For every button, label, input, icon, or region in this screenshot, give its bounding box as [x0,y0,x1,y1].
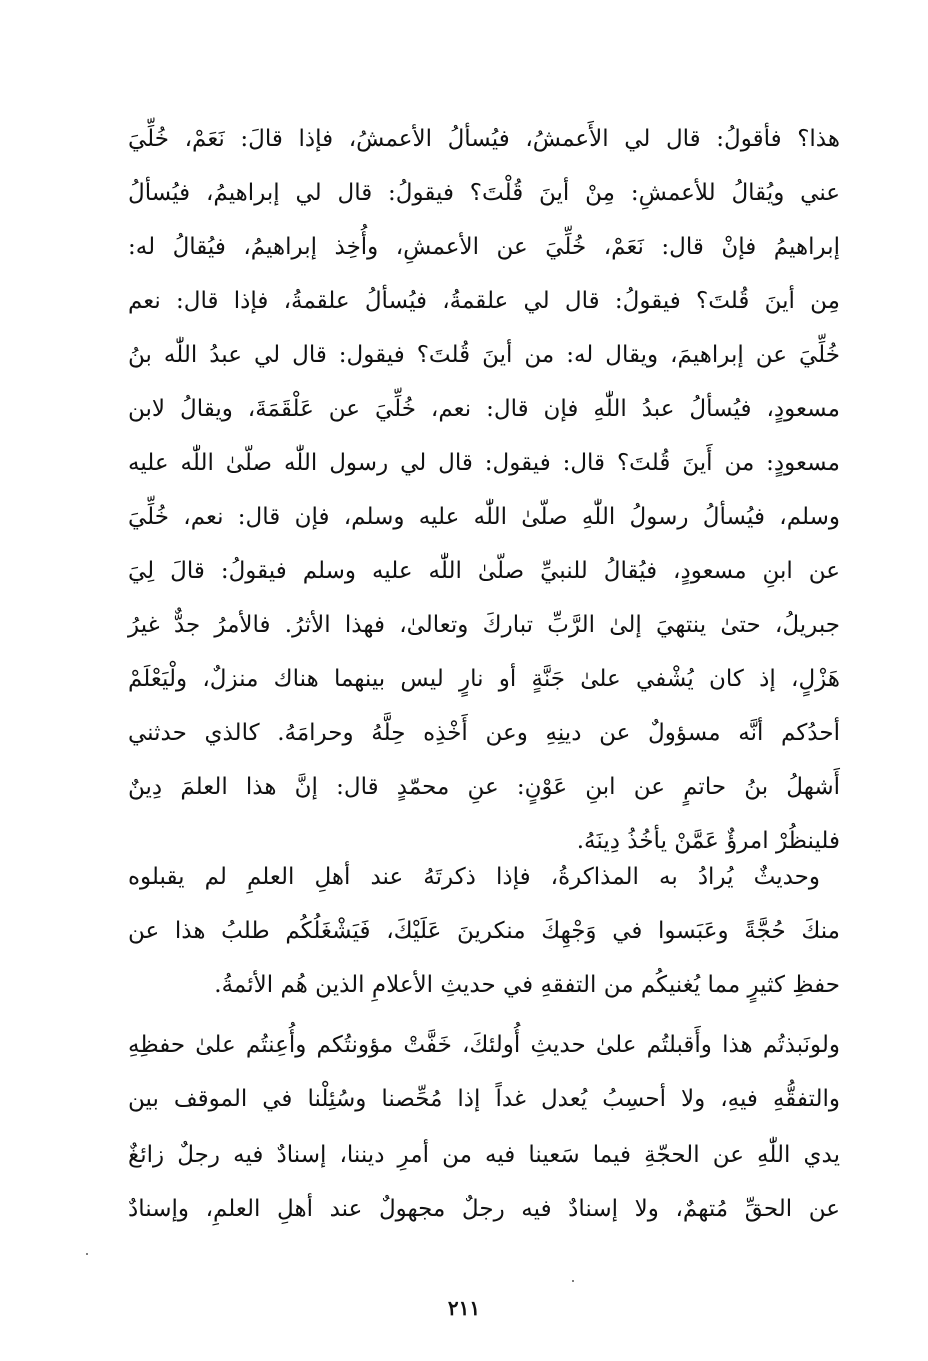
scan-speck [86,1253,88,1255]
text-line: جبريلُ، حتىٰ ينتهيَ إلىٰ الرَّبِّ تباركَ وتعالىٰ، فهذا الأثرُ. فالأمرُ جدٌّ غيرُ [128,612,840,638]
text-line: وسلم، فيُسألُ رسولُ اللّٰهِ صلّىٰ اللّٰه عليه وسلم، فإن قال: نعم، خُلِّيَ [128,504,840,530]
text-line: مسعودٍ، فيُسألُ عبدُ اللّٰهِ فإن قال: نعم، خُلِّيَ عن عَلْقَمَةَ، ويقالُ لابن [128,396,840,422]
text-line: مِن أينَ قُلتَ؟ فيقولُ: قال لي علقمةُ، فيُسألُ علقمةُ، فإذا قال: نعم [128,288,840,314]
text-line: منكَ حُجَّةً وعَبَسوا في وَجْهِكَ منكرينَ عَلَيْكَ، فَيَشْغَلُكُم طلبُ هذا عن [128,918,840,944]
text-line: إبراهيمُ فإنْ قال: نَعَمْ، خُلِّيَ عن الأعمشِ، وأُخِذ إبراهيمُ، فيُقالُ له: [128,234,840,260]
text-line: وحديثٌ يُرادُ به المذاكرةُ، فإذا ذكرتَهُ عند أهلِ العلمِ لم يقبلوه [128,864,820,890]
page-number: ٢١١ [447,1296,481,1320]
text-line: عن ابنِ مسعودٍ، فيُقالُ للنبيِّ صلّىٰ اللّٰه عليه وسلم فيقولُ: قالَ لِيَ [128,558,840,584]
text-line: والتفقُّهِ فيهِ، ولا أحسِبُ يُعدل غداً إذا مُحِّصنا وسُئِلْنا في الموقف بين [128,1086,840,1112]
text-line: يدي اللّٰهِ عن الحجّةِ فيما سَعينا فيه من أمرِ ديننا، إسنادٌ فيه رجلٌ زائغٌ [128,1142,840,1168]
text-line: عني ويُقالُ للأعمشِ: مِنْ أينَ قُلْتَ؟ فيقولُ: قال لي إبراهيمُ، فيُسألُ [128,180,840,206]
text-line: ولونَبذتُم هذا وأَقبلتُم علىٰ حديثِ أُولئكَ، خَفَّتْ مؤونتُكم وأُعِنتُم علىٰ حفظِهِ [128,1032,840,1058]
text-line: أحدُكم أنَّه مسؤولٌ عن دينِهِ وعن أَخْذِه حِلَّهُ وحرامَهُ. كالذي حدثني [128,720,840,746]
scan-speck [572,1280,574,1282]
text-line: خُلِّيَ عن إبراهيمَ، ويقال له: من أينَ قُلتَ؟ فيقول: قال لي عبدُ اللّٰه بنُ [128,342,840,368]
text-line: عن الحقِّ مُتهمٌ، ولا إسنادٌ فيه رجلٌ مجهولٌ عند أهلِ العلمِ، وإسنادٌ [128,1196,840,1222]
text-line: أَشهلُ بنُ حاتمٍ عن ابنِ عَوْنٍ: عنِ محمّدٍ قال: إنَّ هذا العلمَ دِينٌ [128,774,840,800]
text-line: هذا؟ فأقولُ: قال لي الأَعمشُ، فيُسألُ الأعمشُ، فإذا قالَ: نَعَمْ، خُلِّيَ [128,126,840,152]
paragraph-2 [128,866,840,1252]
text-line: مسعودٍ: من أَينَ قُلتَ؟ قال: فيقول: قال لي رسول اللّٰه صلّىٰ اللّٰه عليه [128,450,840,476]
text-line: حفظِ كثيرٍ مما يُغنيكُم من التفقهِ في حديثِ الأعلامِ الذين هُم الأئمةُ. [214,972,840,998]
text-line: هَزْلٍ، إذ كان يُشْفي علىٰ جَنَّةٍ أو نارٍ ليس بينهما هناك منزلٌ، ولْيَعْلَمْ [128,666,840,692]
text-line: فلينظُرْ امرؤٌ عَمَّنْ يأخُذُ دِينَهُ. [576,828,840,854]
paragraph-1 [128,128,840,884]
